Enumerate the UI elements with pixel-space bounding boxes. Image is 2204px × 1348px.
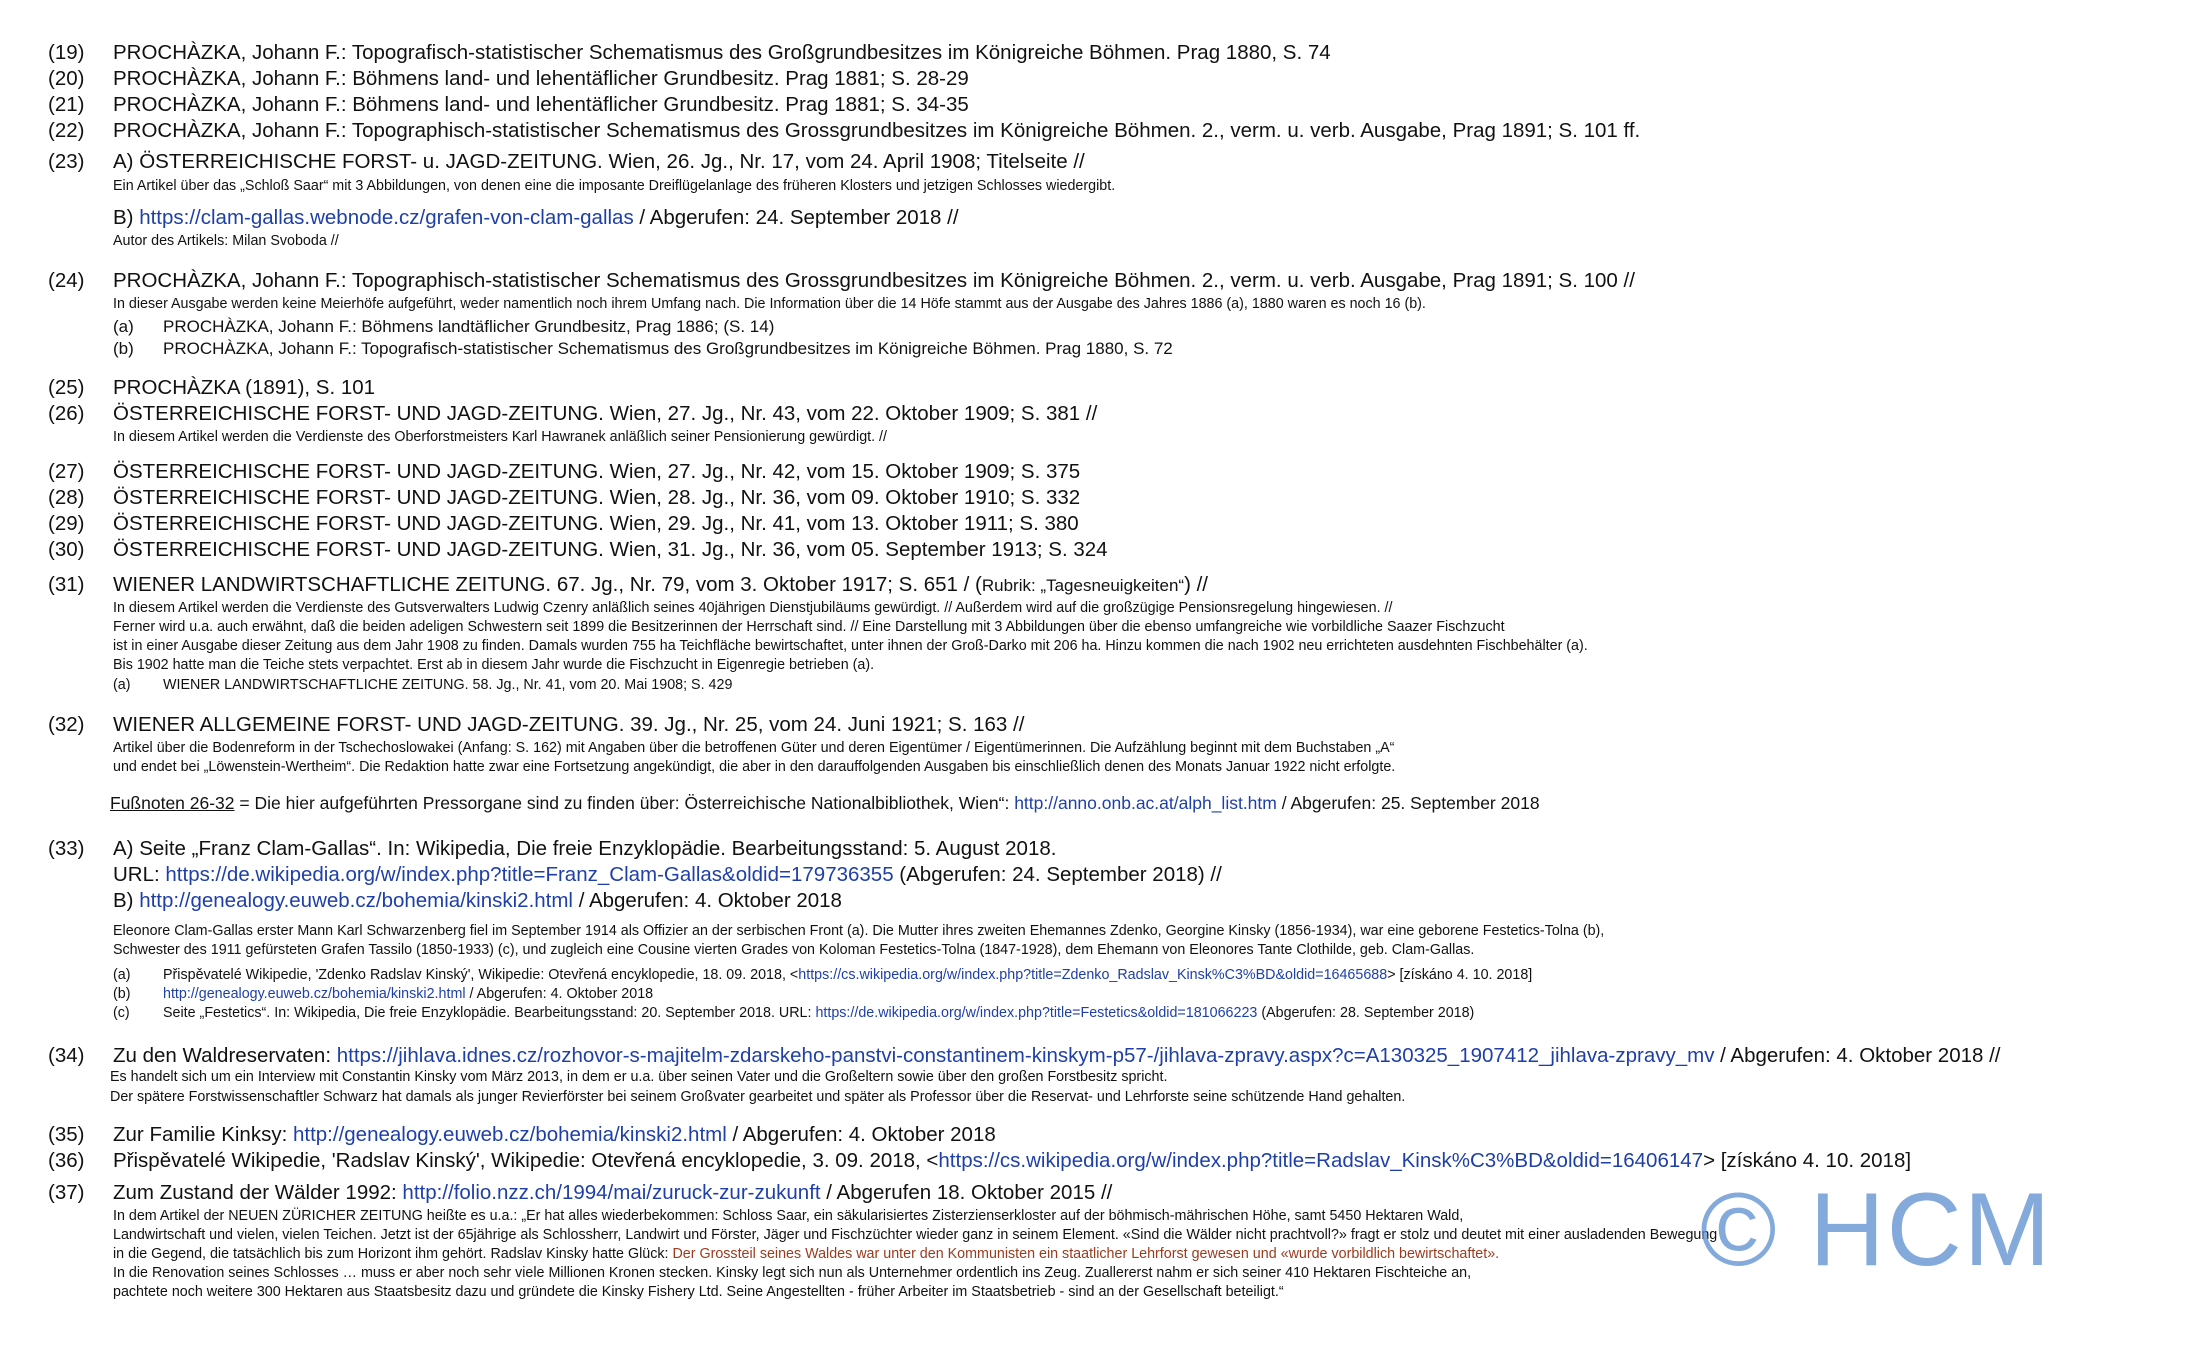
entry-number: (21): [48, 93, 85, 116]
sub-label: (b): [113, 986, 131, 1002]
entry-note: ist in einer Ausgabe dieser Zeitung aus dem Jahr 1908 zu finden. Damals wurden 755 ha Teichfläche bewirtschaftet, unter ihnen der Groß-Darko mit 206 ha. Hinzu kommen die nach 1902 neu errichteten ausdehnten Fischbehälter (a).: [113, 638, 1588, 654]
entry-number: (29): [48, 512, 85, 535]
suffix-text: / Abgerufen: 4. Oktober 2018: [465, 986, 654, 1002]
source-link[interactable]: https://cs.wikipedia.org/w/index.php?title=Zdenko_Radslav_Kinsk%C3%BD&oldid=16465688: [798, 967, 1388, 983]
entry-number: (28): [48, 486, 85, 509]
source-link[interactable]: http://genealogy.euweb.cz/bohemia/kinski2.html: [163, 986, 466, 1002]
entry-text: [113, 572, 1208, 599]
entry-number: (27): [48, 460, 85, 483]
entry-number: (35): [48, 1123, 85, 1146]
source-link[interactable]: http://genealogy.euweb.cz/bohemia/kinski2.html: [139, 889, 573, 912]
entry-text: [113, 1148, 1911, 1174]
entry-note: Artikel über die Bodenreform in der Tschechoslowakei (Anfang: S. 162) mit Angaben über die betroffenen Güter und deren Eigentümer / Eigentümerinnen. Die Aufzählung beginnt mit dem Buchstaben „A“: [113, 740, 1395, 756]
sub-label: (c): [113, 1005, 130, 1021]
entry-text: WIENER ALLGEMEINE FORST- UND JAGD-ZEITUNG. 39. Jg., Nr. 25, vom 24. Juni 1921; S. 163 //: [113, 713, 1025, 736]
source-link[interactable]: http://anno.onb.ac.at/alph_list.htm: [1014, 793, 1277, 813]
source-link[interactable]: https://de.wikipedia.org/w/index.php?title=Festetics&oldid=181066223: [815, 1005, 1258, 1021]
highlighted-quote: Der Grossteil seines Waldes war unter den Kommunisten ein staatlicher Lehrforst gewesen und «wurde vorbildlich bewirtschaftet».: [672, 1246, 1500, 1262]
copyright-watermark: © HCM: [1700, 1172, 2053, 1288]
sub-text: PROCHÀZKA, Johann F.: Topografisch-statistischer Schematismus des Großgrundbesitzes im Königreiche Böhmen. Prag 1880, S. 72: [163, 339, 1173, 358]
suffix-text: (Abgerufen: 28. September 2018): [1257, 1005, 1475, 1021]
entry-text: ÖSTERREICHISCHE FORST- UND JAGD-ZEITUNG. Wien, 27. Jg., Nr. 43, vom 22. Oktober 1909; S. 381 //: [113, 402, 1098, 425]
sub-text: PROCHÀZKA, Johann F.: Böhmens landtäflicher Grundbesitz, Prag 1886; (S. 14): [163, 317, 775, 336]
entry-text: [113, 1043, 2001, 1069]
prefix-text: Zur Familie Kinksy:: [113, 1123, 293, 1146]
entry-text: A) ÖSTERREICHISCHE FORST- u. JAGD-ZEITUNG. Wien, 26. Jg., Nr. 17, vom 24. April 1908; Titelseite //: [113, 150, 1085, 173]
sub-label: (a): [113, 967, 131, 983]
prefix-text: Zu den Waldreservaten:: [113, 1044, 337, 1067]
prefix-text: Přispěvatelé Wikipedie, 'Radslav Kinský', Wikipedie: Otevřená encyklopedie, 3. 09. 2018, <: [113, 1149, 939, 1172]
footnote-text: = Die hier aufgeführten Pressorgane sind zu finden über: Österreichische Nationalbibliothek, Wien“:: [234, 793, 1015, 813]
entry-number: (26): [48, 402, 85, 425]
sub-label: (a): [113, 317, 134, 336]
suffix-text: > [získáno 4. 10. 2018]: [1387, 967, 1533, 983]
entry-text: A) Seite „Franz Clam-Gallas“. In: Wikipedia, Die freie Enzyklopädie. Bearbeitungsstand: 5. August 2018.: [113, 837, 1057, 860]
suffix-text: / Abgerufen 18. Oktober 2015 //: [820, 1181, 1113, 1204]
entry-text: ÖSTERREICHISCHE FORST- UND JAGD-ZEITUNG. Wien, 28. Jg., Nr. 36, vom 09. Oktober 1910; S. 332: [113, 486, 1081, 509]
source-link[interactable]: https://cs.wikipedia.org/w/index.php?title=Radslav_Kinsk%C3%BD&oldid=16406147: [938, 1149, 1704, 1172]
entry-text: [113, 1180, 1112, 1206]
suffix-text: / Abgerufen: 25. September 2018: [1276, 793, 1540, 813]
entry-number: (22): [48, 119, 85, 142]
sub-label: (b): [113, 339, 134, 358]
entry-number: (30): [48, 538, 85, 561]
suffix-text: / Abgerufen: 24. September 2018 //: [633, 206, 959, 229]
entry-number: (36): [48, 1149, 85, 1172]
entry-text: ÖSTERREICHISCHE FORST- UND JAGD-ZEITUNG. Wien, 31. Jg., Nr. 36, vom 05. September 1913; S. 324: [113, 538, 1108, 561]
entry-text: [113, 1122, 996, 1148]
entry-text: PROCHÀZKA, Johann F.: Böhmens land- und lehentäflicher Grundbesitz. Prag 1881; S. 28-29: [113, 67, 969, 90]
entry-note: In diesem Artikel werden die Verdienste des Oberforstmeisters Karl Hawranek anläßlich seiner Pensionierung gewürdigt. //: [113, 429, 888, 445]
source-link[interactable]: https://jihlava.idnes.cz/rozhovor-s-majitelm-zdarskeho-panstvi-constantinem-kinskym-p57-/jihlava-zpravy.aspx?c=A130325_1907412_jihlava-zpravy_mv: [336, 1044, 1715, 1067]
source-link[interactable]: http://folio.nzz.ch/1994/mai/zuruck-zur-zukunft: [402, 1181, 821, 1204]
entry-number: (34): [48, 1044, 85, 1067]
sub-text: [163, 966, 1532, 985]
entry-text-main: WIENER LANDWIRTSCHAFTLICHE ZEITUNG. 67. Jg., Nr. 79, vom 3. Oktober 1917; S. 651 / (: [113, 573, 982, 596]
prefix-text: Zum Zustand der Wälder 1992:: [113, 1181, 403, 1204]
entry-text: PROCHÀZKA, Johann F.: Böhmens land- und lehentäflicher Grundbesitz. Prag 1881; S. 34-35: [113, 93, 969, 116]
prefix-text: URL:: [113, 863, 166, 886]
entry-text: PROCHÀZKA, Johann F.: Topographisch-statistischer Schematismus des Grossgrundbesitzes im Königreiche Böhmen. 2., verm. u. verb. Ausgabe, Prag 1891; S. 100 //: [113, 269, 1635, 292]
prefix-text: B): [113, 889, 140, 912]
entry-note: In dem Artikel der NEUEN ZÜRICHER ZEITUNG heißte es u.a.: „Er hat alles wiederbekommen: Schloss Saar, ein säkularisiertes Zisterzienserkloster auf der böhmisch-mährischen Höhe, samt 5450 Hektaren Wald,: [113, 1208, 1464, 1224]
entry-number: (31): [48, 573, 85, 596]
entry-note: Bis 1902 hatte man die Teiche stets verpachtet. Erst ab in diesem Jahr wurde die Fischzucht in Eigenregie betrieben (a).: [113, 657, 875, 673]
entry-note: In dieser Ausgabe werden keine Meierhöfe aufgeführt, weder namentlich noch ihrem Umfang nach. Die Information über die 14 Höfe stammt aus der Ausgabe des Jahres 1886 (a), 1880 waren es noch 16 (b).: [113, 296, 1426, 312]
suffix-text: / Abgerufen: 4. Oktober 2018: [726, 1123, 996, 1146]
sub-text-main: Přispěvatelé Wikipedie, 'Zdenko Radslav Kinský', Wikipedie: Otevřená encyklopedie, 18. 09. 2018, <: [163, 967, 799, 983]
entry-note: In diesem Artikel werden die Verdienste des Gutsverwalters Ludwig Czenry anläßlich seines 40jährigen Dienstjubiläums gewürdigt. // Außerdem wird auf die großzügige Pensionsregelung hingewiesen. //: [113, 600, 1393, 616]
sub-text: WIENER LANDWIRTSCHAFTLICHE ZEITUNG. 58. Jg., Nr. 41, vom 20. Mai 1908; S. 429: [163, 677, 733, 693]
entry-note: Ferner wird u.a. auch erwähnt, daß die beiden adeligen Schwestern seit 1899 die Besitzerinnen der Herrschaft sind. // Eine Darstellung mit 3 Abbildungen über die ebenso umfangreiche wie vorbildliche Saazer Fischzucht: [113, 619, 1505, 635]
entry-note: Eleonore Clam-Gallas erster Mann Karl Schwarzenberg fiel im September 1914 als Offizier an der serbischen Front (a). Die Mutter ihres zweiten Ehemannes Zdenko, Georgine Kinsky (1856-1934), war eine geborene Festetics-Tolna (b),: [113, 923, 1605, 939]
entry-number: (19): [48, 41, 85, 64]
entry-text-end: ) //: [1184, 573, 1208, 596]
entry-note: Landwirtschaft und vielen, vielen Teichen. Jetzt ist der 65jährige als Schlossherr, Landwirt und Förster, Jäger und Fischzüchter wieder ganz in seinem Element. «Sind die Wälder nicht prachtvoll?» fragt er stolz und deutet mit einer ausladenden Bewegung: [113, 1227, 1718, 1243]
entry-text: [113, 205, 959, 231]
entry-note: und endet bei „Löwenstein-Wertheim“. Die Redaktion hatte zwar eine Fortsetzung angekündigt, die aber in den darauffolgenden Ausgaben bis einschließlich denen des Monats Januar 1922 nicht erfolgte.: [113, 759, 1396, 775]
suffix-text: / Abgerufen: 4. Oktober 2018 //: [1714, 1044, 2001, 1067]
entry-text: PROCHÀZKA, Johann F.: Topographisch-statistischer Schematismus des Grossgrundbesitzes im Königreiche Böhmen. 2., verm. u. verb. Ausgabe, Prag 1891; S. 101 ff.: [113, 119, 1641, 142]
source-link[interactable]: http://genealogy.euweb.cz/bohemia/kinski2.html: [292, 1123, 727, 1146]
entry-note: Ein Artikel über das „Schloß Saar“ mit 3 Abbildungen, von denen eine die imposante Dreiflügelanlage des früheren Klosters und jetzigen Schlosses wiedergibt.: [113, 178, 1116, 194]
rubrik-label: Rubrik: „Tagesneuigkeiten“: [981, 576, 1185, 595]
entry-text: PROCHÀZKA (1891), S. 101: [113, 376, 376, 399]
source-link[interactable]: https://clam-gallas.webnode.cz/grafen-von-clam-gallas: [139, 206, 634, 229]
entry-note: Schwester des 1911 gefürsteten Grafen Tassilo (1850-1933) (c), und zugleich eine Cousine vierten Grades von Koloman Festetics-Tolna (1847-1928), dem Ehemann von Eleonores Tante Clothilde, geb. Clam-Gallas.: [113, 942, 1475, 958]
sub-text-main: Seite „Festetics“. In: Wikipedia, Die freie Enzyklopädie. Bearbeitungsstand: 20. September 2018. URL:: [163, 1005, 816, 1021]
entry-note: Der spätere Forstwissenschaftler Schwarz hat damals als junger Revierförster bei seinem Großvater gearbeitet und später als Professor über die Reservat- und Lehrforste seine schützende Hand gehalten.: [110, 1089, 1406, 1105]
footnote-summary: [110, 792, 1540, 814]
sub-text: [163, 985, 653, 1004]
entry-number: (24): [48, 269, 85, 292]
entry-note: In die Renovation seines Schlosses … muss er aber noch sehr viele Millionen Kronen stecken. Kinsky legt sich nun als Unternehmer ordentlich ins Zeug. Zuallererst nahm er sich seiner 410 Hektaren Fischteiche an,: [113, 1265, 1472, 1281]
entry-number: (20): [48, 67, 85, 90]
entry-note: Es handelt sich um ein Interview mit Constantin Kinsky vom März 2013, in dem er u.a. über seinen Vater und die Großeltern sowie über den großen Forstbesitz spricht.: [110, 1069, 1168, 1085]
entry-text: ÖSTERREICHISCHE FORST- UND JAGD-ZEITUNG. Wien, 27. Jg., Nr. 42, vom 15. Oktober 1909; S. 375: [113, 460, 1081, 483]
entry-number: (23): [48, 150, 85, 173]
entry-number: (32): [48, 713, 85, 736]
entry-text: [113, 888, 842, 914]
entry-note: Autor des Artikels: Milan Svoboda //: [113, 233, 339, 249]
source-link[interactable]: https://de.wikipedia.org/w/index.php?title=Franz_Clam-Gallas&oldid=179736355: [165, 863, 894, 886]
entry-note-text: in die Gegend, die tatsächlich bis zum Horizont ihm gehört. Radslav Kinsky hatte Glück:: [113, 1246, 673, 1262]
entry-number: (37): [48, 1181, 85, 1204]
entry-note: pachtete noch weitere 300 Hektaren aus Staatsbesitz dazu und gründete die Kinsky Fishery Ltd. Seine Angestellten - früher Arbeiter im Staatsbetrieb - sind an der Gesellschaft beteiligt.“: [113, 1284, 1284, 1300]
entry-text: ÖSTERREICHISCHE FORST- UND JAGD-ZEITUNG. Wien, 29. Jg., Nr. 41, vom 13. Oktober 1911; S. 380: [113, 512, 1079, 535]
sub-text: [163, 1004, 1474, 1023]
entry-number: (25): [48, 376, 85, 399]
prefix-text: B): [113, 206, 140, 229]
sub-label: (a): [113, 677, 131, 693]
suffix-text: (Abgerufen: 24. September 2018) //: [893, 863, 1222, 886]
suffix-text: / Abgerufen: 4. Oktober 2018: [573, 889, 842, 912]
suffix-text: > [získáno 4. 10. 2018]: [1703, 1149, 1912, 1172]
entry-number: (33): [48, 837, 85, 860]
entry-text: PROCHÀZKA, Johann F.: Topografisch-statistischer Schematismus des Großgrundbesitzes im Königreiche Böhmen. Prag 1880, S. 74: [113, 41, 1331, 64]
entry-note: [113, 1245, 1499, 1263]
footnote-label: Fußnoten 26-32: [110, 793, 235, 813]
entry-text: [113, 862, 1222, 888]
